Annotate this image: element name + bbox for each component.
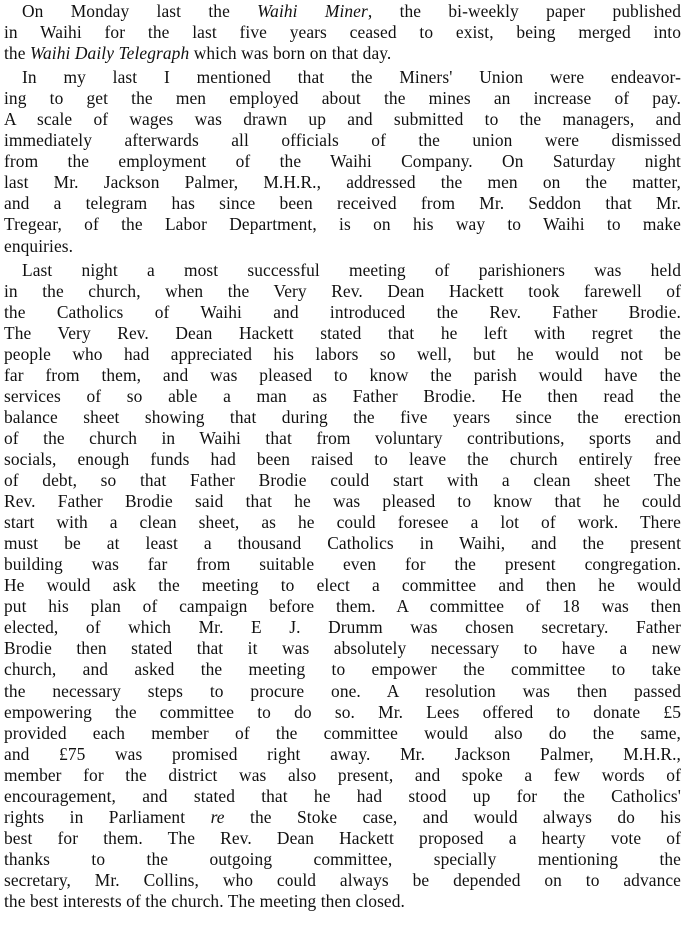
text-line	[4, 428, 681, 449]
text-segment: the best interests of the church. The meeting then closed.	[4, 890, 405, 911]
text-line	[4, 130, 681, 151]
text-line	[4, 744, 681, 765]
text-line	[4, 617, 681, 638]
newspaper-column	[4, 0, 681, 943]
text-line	[4, 449, 681, 470]
text-segment: enquiries.	[4, 235, 74, 256]
italic-text: Waihi Daily Telegraph	[30, 43, 190, 64]
text-segment: and a telegram has since been received from Mr. Seddon that Mr.	[4, 193, 681, 214]
text-segment: of debt, so that Father Brodie could start with a clean sheet The	[4, 470, 681, 491]
text-line	[4, 236, 681, 257]
text-segment: encouragement, and stated that he had stood up for the Catholics'	[4, 785, 681, 806]
text-segment: and £75 was promised right away. Mr. Jackson Palmer, M.H.R.,	[4, 743, 681, 764]
text-segment: Brodie then stated that it was absolutely necessary to have a new	[4, 638, 681, 659]
text-line	[4, 828, 681, 849]
text-segment: ing to get the men employed about the mines an increase of pay.	[4, 88, 681, 109]
text-line	[4, 638, 681, 659]
text-line	[4, 596, 681, 617]
text-line	[4, 681, 681, 702]
text-line	[4, 67, 681, 88]
text-line	[4, 723, 681, 744]
text-line	[4, 365, 681, 386]
text-segment: people who had appreciated his labors so well, but he would not be	[4, 343, 681, 364]
text-segment: from the employment of the Waihi Company. On Saturday night	[4, 151, 681, 172]
text-line	[4, 575, 681, 596]
text-line	[4, 470, 681, 491]
text-segment: balance sheet showing that during the five years since the erection	[4, 406, 681, 427]
text-segment: elected, of which Mr. E J. Drumm was chosen secretary. Father	[4, 617, 681, 638]
text-line	[4, 786, 681, 807]
text-segment: the necessary steps to procure one. A resolution was then passed	[4, 680, 681, 701]
text-line	[4, 88, 681, 109]
text-segment: must be at least a thousand Catholics in Waihi, and the present	[4, 533, 681, 554]
text-segment: empowering the committee to do so. Mr. Lees offered to donate £5	[4, 701, 681, 722]
article-body	[4, 0, 681, 912]
text-line	[4, 172, 681, 193]
text-line	[4, 807, 681, 828]
text-segment: the	[4, 43, 30, 64]
text-line	[4, 533, 681, 554]
text-segment: far from them, and was pleased to know the parish would have the	[4, 364, 681, 385]
text-segment: the Catholics of Waihi and introduced the Rev. Father Brodie.	[4, 301, 681, 322]
text-line	[4, 302, 681, 323]
text-line	[4, 43, 681, 64]
text-line	[4, 344, 681, 365]
text-segment: church, and asked the meeting to empower the committee to take	[4, 659, 681, 680]
article-paragraph	[4, 0, 681, 64]
text-segment: in Waihi for the last five years ceased to exist, being merged into	[4, 22, 681, 43]
text-segment: socials, enough funds had been raised to leave the church entirely free	[4, 448, 681, 469]
text-line	[4, 281, 681, 302]
text-line	[4, 323, 681, 344]
italic-text: re	[210, 806, 225, 827]
text-line	[4, 260, 681, 281]
text-line	[4, 849, 681, 870]
text-line	[4, 193, 681, 214]
text-line	[4, 765, 681, 786]
text-line	[4, 702, 681, 723]
text-segment: put his plan of campaign before them. A committee of 18 was then	[4, 596, 681, 617]
text-segment: A scale of wages was drawn up and submitted to the managers, and	[4, 109, 681, 130]
text-segment: provided each member of the committee would also do the same,	[4, 722, 681, 743]
text-segment: building was far from suitable even for the present congregation.	[4, 554, 681, 575]
text-line	[4, 407, 681, 428]
text-segment: member for the district was also present, and spoke a few words of	[4, 764, 681, 785]
text-segment: In my last I mentioned that the Miners' Union were endeavor-	[22, 67, 681, 88]
text-line	[4, 554, 681, 575]
text-segment: secretary, Mr. Collins, who could always be depended on to advance	[4, 869, 681, 890]
article-paragraph	[4, 257, 681, 912]
text-line	[4, 491, 681, 512]
text-segment: On Monday last the	[22, 1, 258, 21]
text-segment: the Stoke case, and would always do his	[224, 806, 681, 827]
text-segment: immediately afterwards all officials of the union were dismissed	[4, 130, 681, 151]
text-segment: Last night a most successful meeting of parishioners was held	[22, 259, 681, 280]
text-segment: of the church in Waihi that from voluntary contributions, sports and	[4, 427, 681, 448]
text-segment: He would ask the meeting to elect a committee and then he would	[4, 575, 681, 596]
text-segment: Tregear, of the Labor Department, is on his way to Waihi to make	[4, 214, 681, 235]
text-segment: The Very Rev. Dean Hackett stated that he left with regret the	[4, 322, 681, 343]
text-line	[4, 891, 681, 912]
text-line	[4, 659, 681, 680]
text-segment: services of so able a man as Father Brodie. He then read the	[4, 385, 681, 406]
text-line	[4, 512, 681, 533]
text-segment: best for them. The Rev. Dean Hackett proposed a hearty vote of	[4, 827, 681, 848]
text-segment: start with a clean sheet, as he could foresee a lot of work. There	[4, 512, 681, 533]
italic-text: Waihi Miner	[257, 1, 368, 21]
text-segment: thanks to the outgoing committee, specially mentioning the	[4, 848, 681, 869]
text-segment: last Mr. Jackson Palmer, M.H.R., addressed the men on the matter,	[4, 172, 681, 193]
text-line	[4, 109, 681, 130]
text-segment: which was born on that day.	[189, 43, 392, 64]
text-segment: Rev. Father Brodie said that he was pleased to know that he could	[4, 491, 681, 512]
text-segment: , the bi-weekly paper published	[367, 1, 681, 21]
text-line	[4, 22, 681, 43]
text-line	[4, 1, 681, 22]
text-segment: rights in Parliament	[4, 806, 211, 827]
text-line	[4, 214, 681, 235]
text-line	[4, 386, 681, 407]
text-segment: in the church, when the Very Rev. Dean Hackett took farewell of	[4, 280, 681, 301]
text-line	[4, 870, 681, 891]
text-line	[4, 151, 681, 172]
article-paragraph	[4, 64, 681, 256]
